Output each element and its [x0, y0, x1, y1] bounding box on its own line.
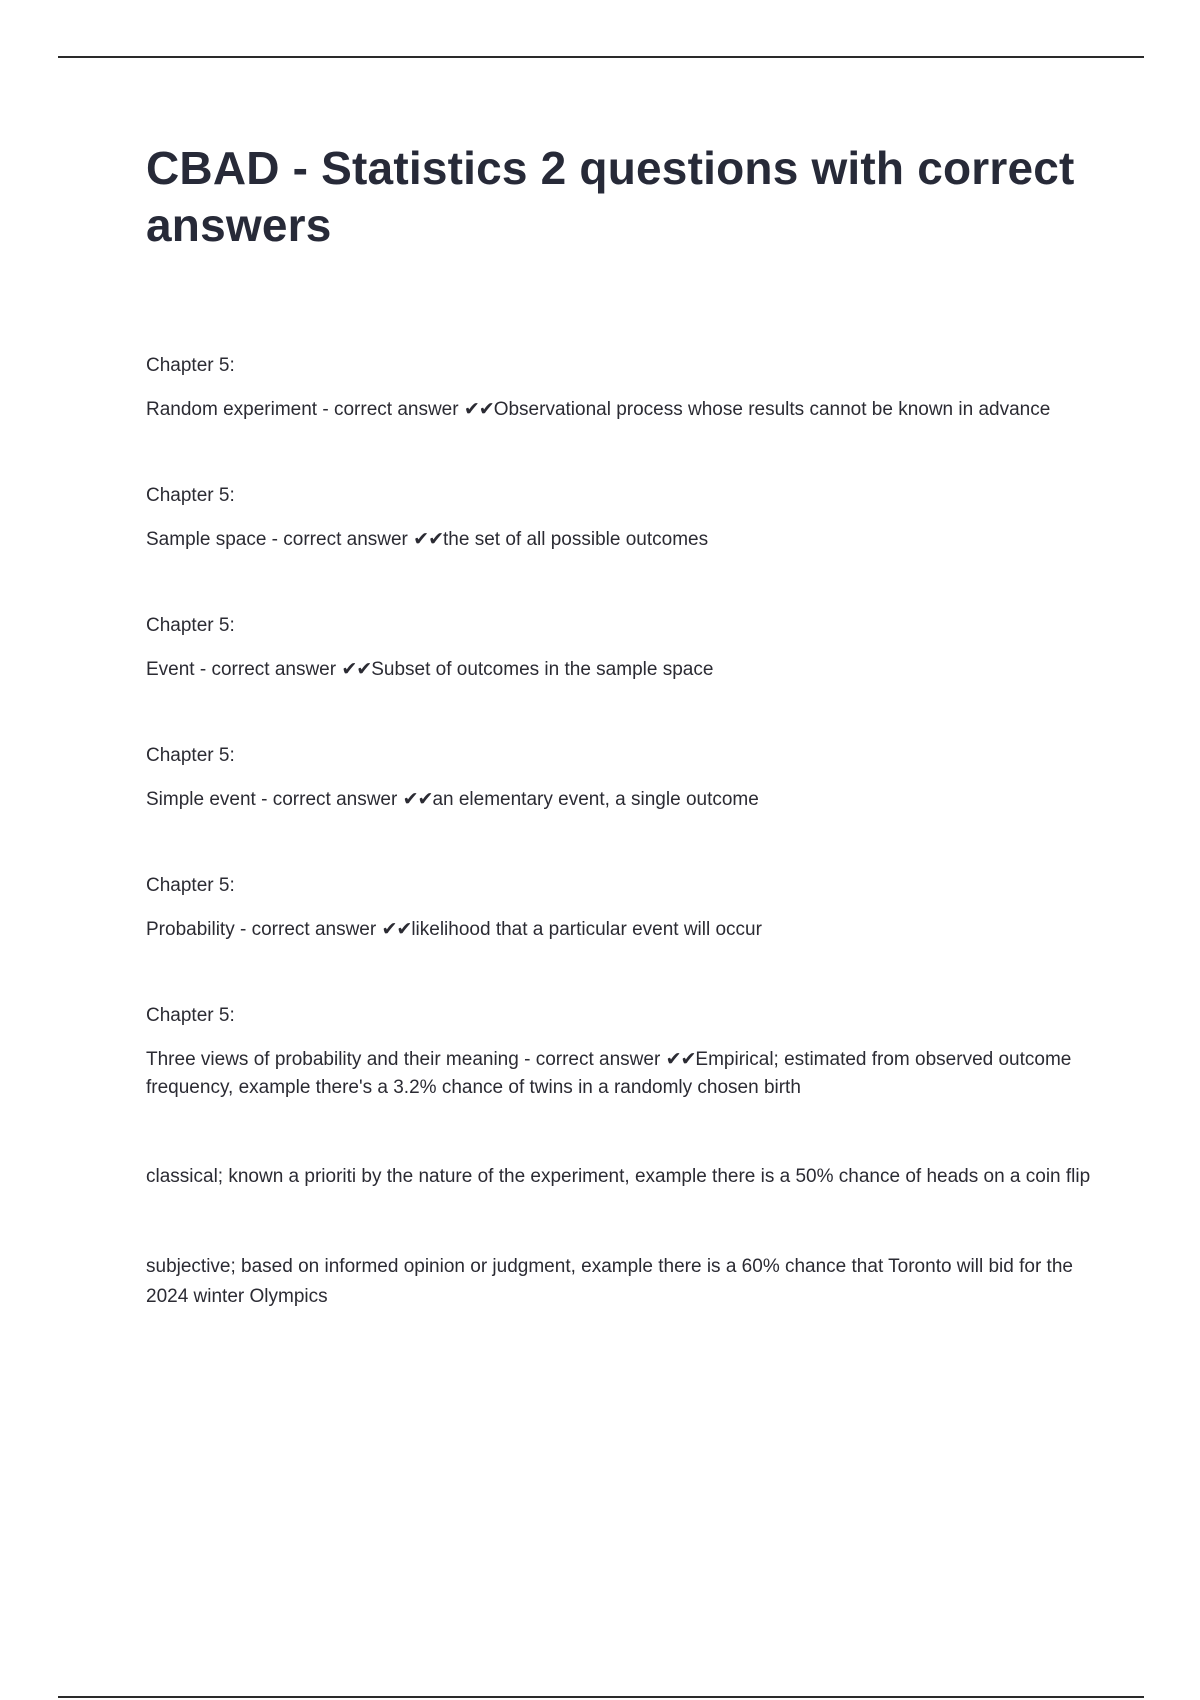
question-term: Three views of probability and their meaning [146, 1049, 519, 1070]
chapter-label: Chapter 5: [146, 875, 235, 896]
qa-entry [146, 482, 1096, 554]
checkmark-icon: ✔✔ [341, 659, 372, 680]
question-term: Sample space [146, 529, 267, 550]
checkmark-icon: ✔✔ [413, 529, 444, 550]
answer-text: Subset of outcomes in the sample space [371, 659, 714, 680]
question-term: Probability [146, 919, 235, 940]
answer-text: an elementary event, a single outcome [432, 789, 759, 810]
qa-entry [146, 1002, 1096, 1312]
answer-separator: - correct answer [518, 1049, 666, 1070]
answer-separator: - correct answer [255, 789, 403, 810]
answer-continuation: subjective; based on informed opinion or judgment, example there is a 60% chance that Toronto will bid for the 2024 winter Olympics [146, 1256, 1073, 1307]
answer-separator: - correct answer [194, 659, 342, 680]
qa-text [146, 656, 1096, 684]
chapter-label: Chapter 5: [146, 615, 235, 636]
bottom-divider [58, 1696, 1144, 1698]
answer-text: Observational process whose results cannot be known in advance [493, 399, 1051, 420]
chapter-label: Chapter 5: [146, 1005, 235, 1026]
qa-list [146, 352, 1096, 1312]
answer-separator: - correct answer [317, 399, 464, 420]
checkmark-icon: ✔✔ [665, 1049, 696, 1070]
answer-text: Empirical; estimated from observed outcome frequency, example there's a 3.2% chance of twins in a randomly chosen birth [146, 1049, 1072, 1098]
qa-text [146, 396, 1096, 424]
qa-text [146, 1046, 1096, 1102]
qa-entry [146, 612, 1096, 684]
chapter-label: Chapter 5: [146, 745, 235, 766]
answer-continuation: classical; known a prioriti by the nature of the experiment, example there is a 50% chance of heads on a coin flip [146, 1166, 1091, 1187]
chapter-label: Chapter 5: [146, 355, 235, 376]
answer-separator: - correct answer [266, 529, 414, 550]
answer-text: likelihood that a particular event will occur [411, 919, 762, 940]
qa-text [146, 526, 1096, 554]
document-title: CBAD - Statistics 2 questions with correct answers [146, 142, 1075, 251]
answer-text: the set of all possible outcomes [443, 529, 709, 550]
top-divider [58, 56, 1144, 58]
qa-text [146, 786, 1096, 814]
checkmark-icon: ✔✔ [463, 399, 494, 420]
checkmark-icon: ✔✔ [402, 789, 433, 810]
qa-entry [146, 352, 1096, 424]
document-body [146, 140, 1096, 1370]
checkmark-icon: ✔✔ [381, 919, 412, 940]
qa-entry [146, 872, 1096, 944]
qa-entry [146, 742, 1096, 814]
question-term: Random experiment [146, 399, 318, 420]
qa-text [146, 916, 1096, 944]
chapter-label: Chapter 5: [146, 485, 235, 506]
question-term: Event [146, 659, 195, 680]
answer-separator: - correct answer [234, 919, 382, 940]
question-term: Simple event [146, 789, 256, 810]
